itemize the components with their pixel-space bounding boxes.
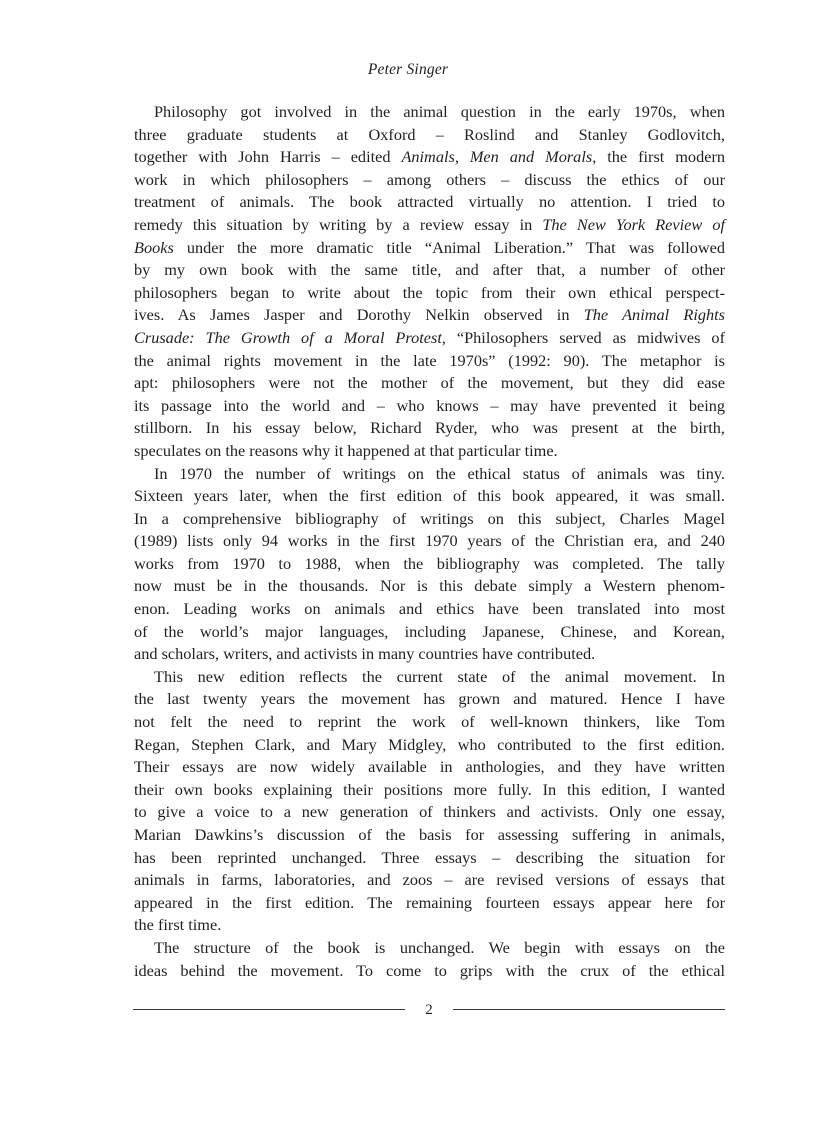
text-line: (1989) lists only 94 works in the first 1970 years of the Christian era, and 240 xyxy=(134,531,725,551)
text-line: ives. As James Jasper and Dorothy Nelkin observed in The Animal Rights xyxy=(134,305,725,325)
text-line: In a comprehensive bibliography of writings on this subject, Charles Magel xyxy=(134,508,725,528)
page-number: 2 xyxy=(425,1002,433,1018)
text-line: appeared in the first edition. The remaining fourteen essays appear here for xyxy=(134,892,725,912)
text-line: stillborn. In his essay below, Richard Ryder, who was present at the birth, xyxy=(134,418,725,438)
text-line: has been reprinted unchanged. Three essays – describing the situation for xyxy=(134,847,725,867)
text-line: to give a voice to a new generation of thinkers and activists. Only one essay, xyxy=(134,802,725,822)
text-line: works from 1970 to 1988, when the bibliography was completed. The tally xyxy=(134,553,725,573)
text-line: Marian Dawkins’s discussion of the basis for assessing suffering in animals, xyxy=(134,825,725,844)
text-line: Philosophy got involved in the animal question in the early 1970s, when xyxy=(154,102,725,121)
text-line: Their essays are now widely available in anthologies, and they have written xyxy=(134,757,725,777)
italic-title: Books xyxy=(134,237,174,257)
text-line: Sixteen years later, when the first edition of this book appeared, it was small. xyxy=(134,486,725,506)
text-line: speculates on the reasons why it happened at that particular time. xyxy=(134,440,558,460)
text-line: the first time. xyxy=(134,915,222,935)
text-line: together with John Harris – edited Animals, Men and Morals, the first modern xyxy=(134,147,726,167)
text-line: philosophers began to write about the topic from their own ethical perspect- xyxy=(134,282,725,302)
text-line: ideas behind the movement. To come to grips with the crux of the ethical xyxy=(134,960,725,980)
italic-title: The Animal Rights xyxy=(583,305,725,325)
text-line: Crusade: The Growth of a Moral Protest, “Philosophers served as midwives of xyxy=(134,327,725,347)
text-line: the animal rights movement in the late 1970s” (1992: 90). The metaphor is xyxy=(134,350,725,370)
text-line: three graduate students at Oxford – Roslind and Stanley Godlovitch, xyxy=(134,124,725,144)
text-line: by my own book with the same title, and after that, a number of other xyxy=(134,260,725,280)
footer-rule-right xyxy=(453,1009,725,1010)
text-line: This new edition reflects the current state of the animal movement. In xyxy=(154,666,725,686)
text-line: animals in farms, laboratories, and zoos – are revised versions of essays that xyxy=(134,870,725,890)
footer-rule-left xyxy=(133,1009,405,1010)
paragraph xyxy=(134,463,725,666)
paragraph xyxy=(134,666,725,937)
text-line: enon. Leading works on animals and ethics have been translated into most xyxy=(134,599,725,619)
text-line: its passage into the world and – who knows – may have prevented it being xyxy=(134,395,725,415)
text-line: Regan, Stephen Clark, and Mary Midgley, who contributed to the first edition. xyxy=(134,734,725,754)
text-line: treatment of animals. The book attracted virtually no attention. I tried to xyxy=(134,192,725,212)
paragraph xyxy=(134,937,725,982)
text-line: remedy this situation by writing by a review essay in The New York Review of xyxy=(134,214,725,234)
text-line: Books under the more dramatic title “Animal Liberation.” That was followed xyxy=(134,237,725,257)
text-line: The structure of the book is unchanged. We begin with essays on the xyxy=(154,937,725,957)
italic-title: The New York Review of xyxy=(542,214,725,234)
text-line: of the world’s major languages, including Japanese, Chinese, and Korean, xyxy=(134,621,725,641)
body-text xyxy=(134,101,725,982)
text-line: the last twenty years the movement has grown and matured. Hence I have xyxy=(134,689,725,709)
text-line: their own books explaining their positions more fully. In this edition, I wanted xyxy=(134,779,725,799)
page-footer xyxy=(0,1000,816,1020)
text-line: and scholars, writers, and activists in many countries have contributed. xyxy=(134,644,596,664)
text-line: now must be in the thousands. Nor is this debate simply a Western phenom- xyxy=(134,576,725,596)
text-line: work in which philosophers – among others – discuss the ethics of our xyxy=(134,169,725,189)
italic-title: Animals, Men and Morals xyxy=(401,147,593,167)
text-line: apt: philosophers were not the mother of the movement, but they did ease xyxy=(134,373,725,393)
paragraph xyxy=(134,101,725,463)
text-line: not felt the need to reprint the work of well-known thinkers, like Tom xyxy=(134,712,725,732)
italic-title: Crusade: The Growth of a Moral Protest xyxy=(134,327,442,347)
running-head: Peter Singer xyxy=(367,61,449,78)
text-line: In 1970 the number of writings on the ethical status of animals was tiny. xyxy=(154,463,725,483)
